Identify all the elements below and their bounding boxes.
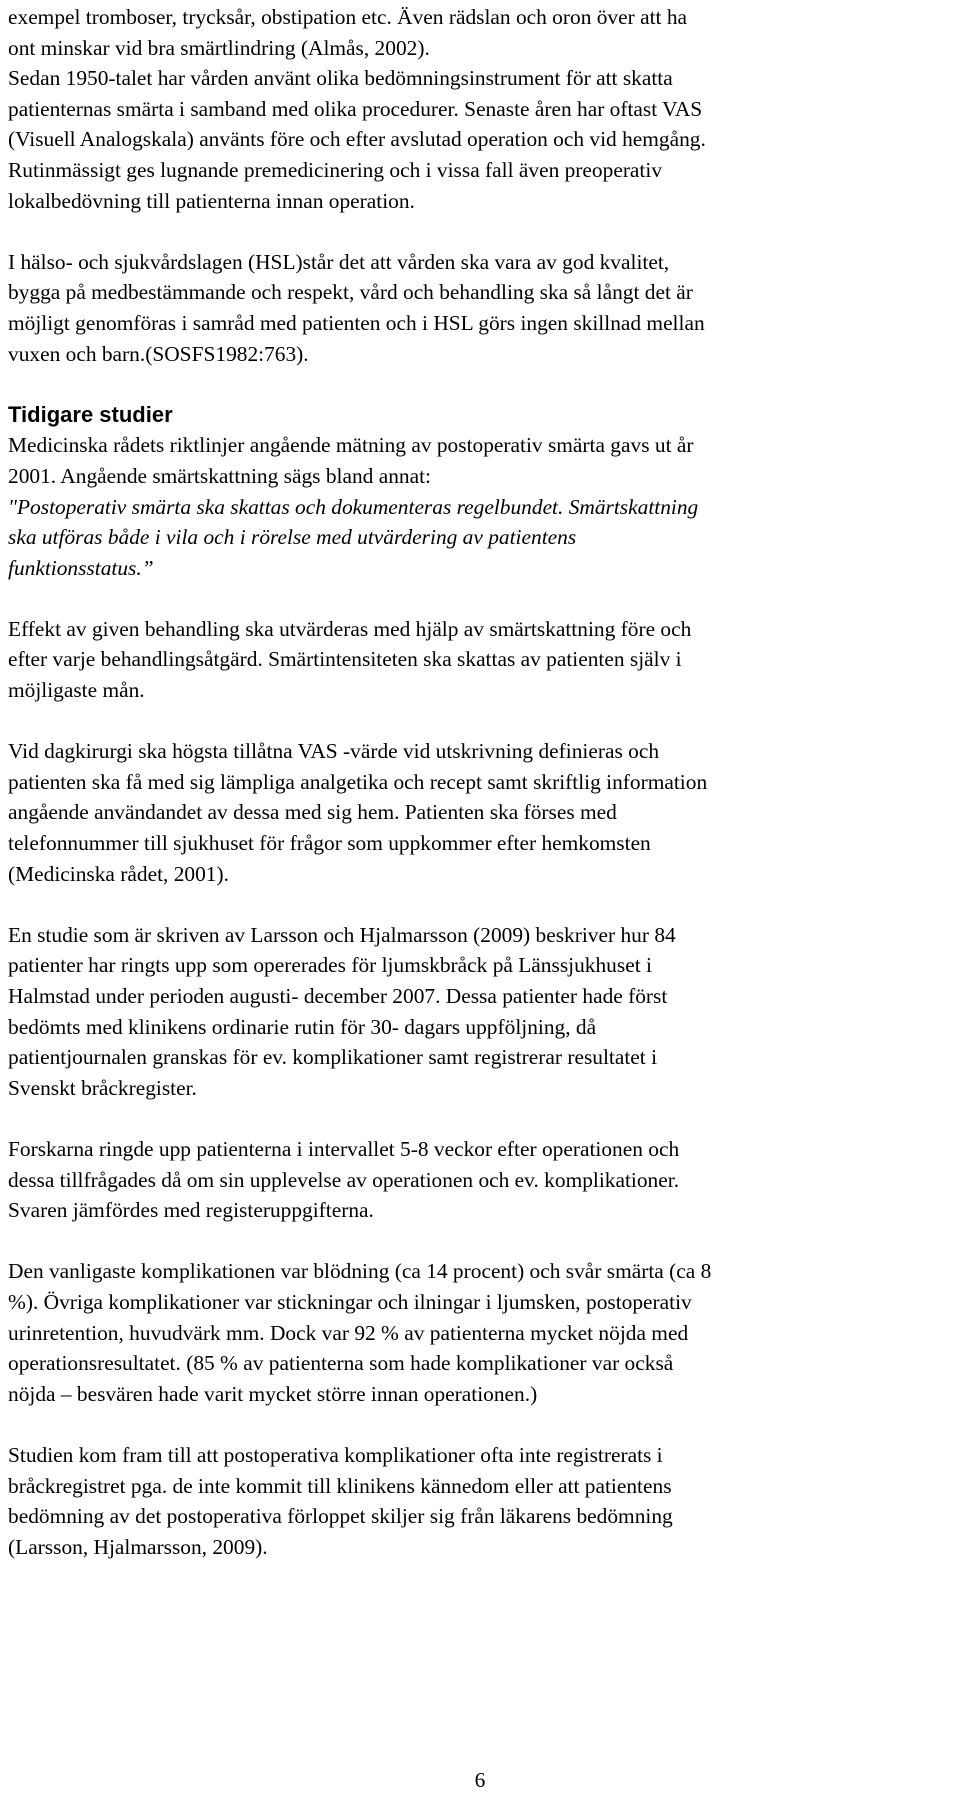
text-line: urinretention, huvudvärk mm. Dock var 92 % av patienterna mycket nöjda med bbox=[8, 1320, 689, 1345]
document-page bbox=[8, 2, 953, 1562]
text-line: I hälso- och sjukvårdslagen (HSL)står det att vården ska vara av god kvalitet, bbox=[8, 249, 670, 274]
text-line: dessa tillfrågades då om sin upplevelse av operationen och ev. komplikationer. bbox=[8, 1167, 680, 1192]
text-line: patienten ska få med sig lämpliga analgetika och recept samt skriftlig information bbox=[8, 769, 708, 794]
text-line: (Visuell Analogskala) använts före och efter avslutad operation och vid hemgång. bbox=[8, 127, 706, 152]
text-line: Svenskt bråckregister. bbox=[8, 1075, 197, 1100]
text-line: Halmstad under perioden augusti- december 2007. Dessa patienter hade först bbox=[8, 984, 668, 1008]
text-line: 2001. Angående smärtskattning sägs bland annat: bbox=[8, 463, 431, 488]
text-line: Studien kom fram till att postoperativa komplikationer ofta inte registrerats i bbox=[8, 1442, 663, 1467]
text-line: (Medicinska rådet, 2001). bbox=[8, 861, 229, 886]
section-heading: Tidigare studier bbox=[8, 401, 173, 427]
paragraph-hsl bbox=[8, 247, 953, 369]
text-line: bedömning av det postoperativa förloppet skiljer sig från läkarens bedömning bbox=[8, 1504, 673, 1529]
text-line: nöjda – besvären hade varit mycket större innan operationen.) bbox=[8, 1381, 538, 1406]
text-line: Rutinmässigt ges lugnande premedicinering och i vissa fall även preoperativ bbox=[8, 157, 663, 182]
text-line: bygga på medbestämmande och respekt, vård och behandling ska så långt det är bbox=[8, 280, 693, 305]
text-line: En studie som är skriven av Larsson och Hjalmarsson (2009) beskriver hur 84 bbox=[8, 922, 676, 947]
text-line: Den vanligaste komplikationen var blödning (ca 14 procent) och svår smärta (ca 8 bbox=[8, 1259, 712, 1284]
text-line: lokalbedövning till patienterna innan operation. bbox=[8, 188, 415, 213]
paragraph-gap bbox=[8, 889, 953, 920]
text-line: patienter har ringts upp som opererades för ljumskbråck på Länssjukhuset i bbox=[8, 953, 652, 978]
paragraph-guidelines bbox=[8, 430, 953, 583]
paragraph-gap bbox=[8, 216, 953, 247]
paragraph-gap bbox=[8, 369, 953, 400]
paragraph-gap bbox=[8, 1226, 953, 1257]
text-line: ont minskar vid bra smärtlindring (Almås, 2002). bbox=[8, 35, 430, 60]
paragraph-results bbox=[8, 1256, 953, 1409]
text-line: telefonnummer till sjukhuset för frågor som uppkommer efter hemkomsten bbox=[8, 831, 651, 856]
text-line: möjligt genomföras i samråd med patienten och i HSL görs ingen skillnad mellan bbox=[8, 310, 705, 335]
paragraph-method bbox=[8, 1134, 953, 1226]
text-line: bedömts med klinikens ordinarie rutin för 30- dagars uppföljning, då bbox=[8, 1014, 597, 1039]
quote-line: funktionsstatus.” bbox=[8, 555, 154, 580]
text-line: Sedan 1950-talet har vården använt olika bedömningsinstrument för att skatta bbox=[8, 66, 673, 91]
paragraph-conclusion bbox=[8, 1440, 953, 1562]
text-line: patienternas smärta i samband med olika procedurer. Senaste åren har oftast VAS bbox=[8, 96, 703, 121]
text-line: vuxen och barn.(SOSFS1982:763). bbox=[8, 341, 309, 366]
quote-line: ska utföras både i vila och i rörelse med utvärdering av patientens bbox=[8, 525, 577, 550]
quote-line: "Postoperativ smärta ska skattas och dokumenteras regelbundet. Smärtskattning bbox=[8, 494, 699, 519]
text-line: exempel tromboser, trycksår, obstipation etc. Även rädslan och oron över att ha bbox=[8, 5, 688, 29]
text-line: operationsresultatet. (85 % av patienterna som hade komplikationer var också bbox=[8, 1351, 674, 1376]
paragraph-gap bbox=[8, 583, 953, 614]
text-line: patientjournalen granskas för ev. komplikationer samt registrerar resultatet i bbox=[8, 1045, 658, 1070]
text-line: angående användandet av dessa med sig hem. Patienten ska förses med bbox=[8, 800, 617, 825]
paragraph-effect bbox=[8, 614, 953, 706]
paragraph-day-surgery bbox=[8, 736, 953, 889]
text-line: möjligaste mån. bbox=[8, 678, 145, 703]
page-number: 6 bbox=[474, 1768, 486, 1792]
paragraph-study bbox=[8, 920, 953, 1104]
text-line: (Larsson, Hjalmarsson, 2009). bbox=[8, 1534, 268, 1559]
paragraph-gap bbox=[8, 1103, 953, 1134]
paragraph-intro bbox=[8, 2, 953, 216]
text-line: bråckregistret pga. de inte kommit till klinikens kännedom eller att patientens bbox=[8, 1473, 672, 1498]
paragraph-gap bbox=[8, 706, 953, 737]
text-line: efter varje behandlingsåtgärd. Smärtintensiteten ska skattas av patienten själv i bbox=[8, 647, 682, 672]
text-line: Effekt av given behandling ska utvärderas med hjälp av smärtskattning före och bbox=[8, 616, 692, 641]
text-line: Vid dagkirurgi ska högsta tillåtna VAS -värde vid utskrivning definieras och bbox=[8, 739, 660, 764]
text-line: %). Övriga komplikationer var stickningar och ilningar i ljumsken, postoperativ bbox=[8, 1289, 692, 1314]
text-line: Forskarna ringde upp patienterna i intervallet 5-8 veckor efter operationen och bbox=[8, 1136, 680, 1161]
paragraph-gap bbox=[8, 1409, 953, 1440]
text-line: Svaren jämfördes med registeruppgifterna. bbox=[8, 1198, 374, 1223]
text-line: Medicinska rådets riktlinjer angående mätning av postoperativ smärta gavs ut år bbox=[8, 433, 694, 458]
